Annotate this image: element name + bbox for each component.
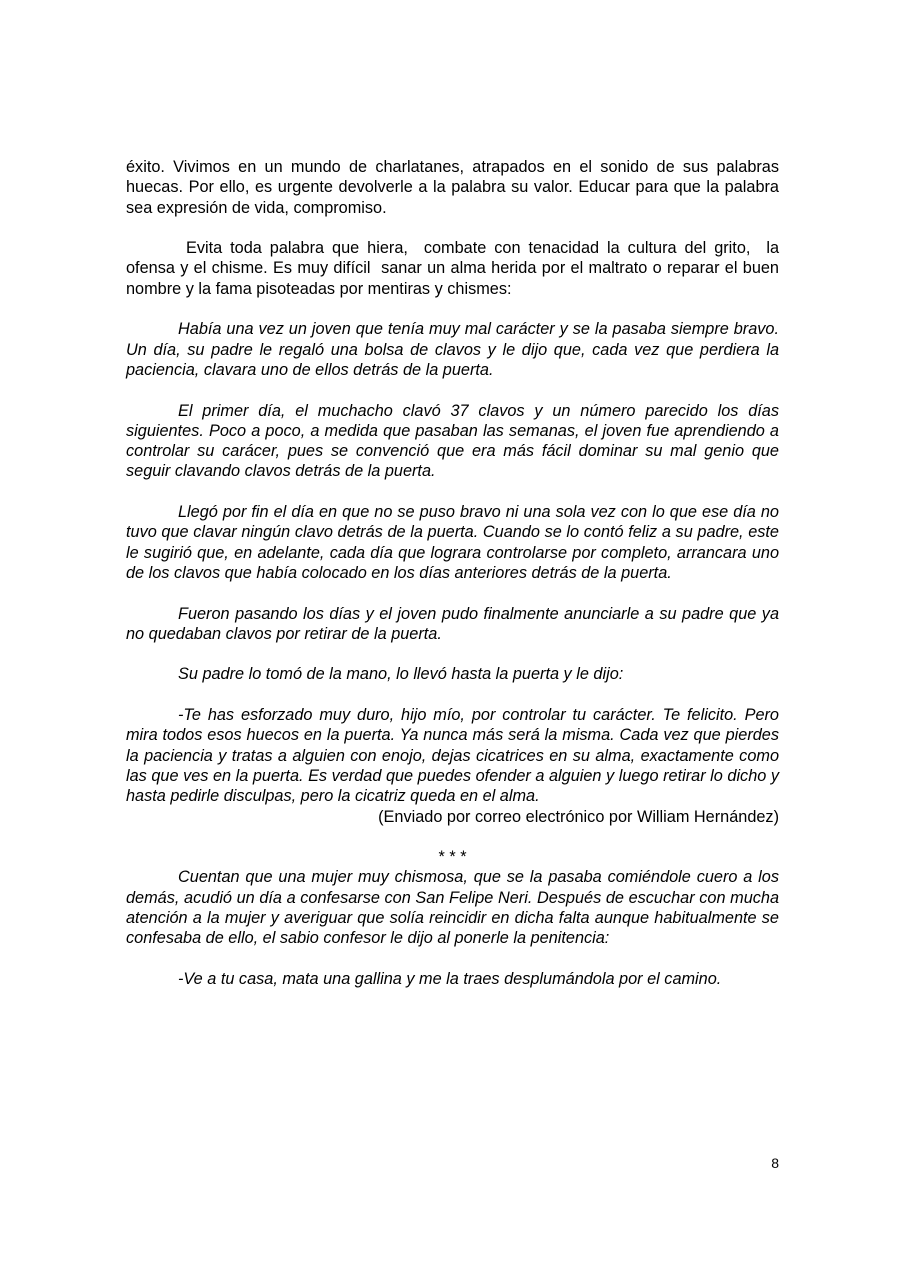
story-paragraph-1: Había una vez un joven que tenía muy mal carácter y se la pasaba siempre bravo. Un día, su padre le regaló una bolsa de clavos y le dijo que, cada vez que perdiera la paciencia, clavara uno de ellos detrás de la puerta. <box>126 320 779 379</box>
story-paragraph-2: El primer día, el muchacho clavó 37 clavos y un número parecido los días siguientes. Poco a poco, a medida que pasaban las semanas, el joven fue aprendiendo a controlar su carácer, pues se convenció que era más fácil dominar su mal genio que seguir clavando clavos detrás de la puerta. <box>126 401 779 481</box>
story-quote: -Te has esforzado muy duro, hijo mío, por controlar tu carácter. Te felicito. Pero mira todos esos huecos en la puerta. Ya nunca más será la misma. Cada vez que pierdes la paciencia y tratas a alguien con enojo, dejas cicatrices en su alma, exactamente como las que ves en la puerta. Es verdad que puedes ofender a alguien y luego retirar lo dicho y hasta pedirle disculpas, pero la cicatriz queda en el alma. <box>126 706 779 806</box>
story-paragraph-5: Su padre lo tomó de la mano, lo llevó hasta la puerta y le dijo: <box>178 665 624 684</box>
story-paragraph-3: Llegó por fin el día en que no se puso bravo ni una sola vez con lo que ese día no tuvo que clavar ningún clavo detrás de la puerta. Cuando se lo contó feliz a su padre, este le sugirió que, en adelante, cada día que lograra controlarse por completo, arrancara uno de los clavos que había colocado en los días anteriores detrás de la puerta. <box>126 503 779 582</box>
story-paragraph-4: Fueron pasando los días y el joven pudo finalmente anunciarle a su padre que ya no quedaban clavos por retirar de la puerta. <box>126 604 779 643</box>
page-number: 8 <box>771 1155 779 1171</box>
paragraph-2: Evita toda palabra que hiera, combate con tenacidad la cultura del grito, la ofensa y el chisme. Es muy difícil sanar un alma herida por el maltrato o reparar el buen nombre y la fama pisoteadas por mentiras y chismes: <box>126 239 784 298</box>
body-text <box>126 157 784 989</box>
attribution: (Enviado por correo electrónico por William Hernández) <box>378 807 779 826</box>
story-paragraph-6: Cuentan que una mujer muy chismosa, que se la pasaba comiéndole cuero a los demás, acudió un día a confesarse con San Felipe Neri. Después de escuchar con mucha atención a la mujer y averiguar que solía reincidir en dicha falta aunque habitualmente se confesaba de ello, el sabio confesor le dijo al ponerle la penitencia: <box>126 868 779 948</box>
paragraph-1: éxito. Vivimos en un mundo de charlatanes, atrapados en el sonido de sus palabras huecas. Por ello, es urgente devolverle a la palabra su valor. Educar para que la palabra sea expresión de vida, compromiso. <box>126 158 779 217</box>
section-separator: * * * <box>438 848 467 867</box>
story-paragraph-7: -Ve a tu casa, mata una gallina y me la traes desplumándola por el camino. <box>178 969 722 988</box>
